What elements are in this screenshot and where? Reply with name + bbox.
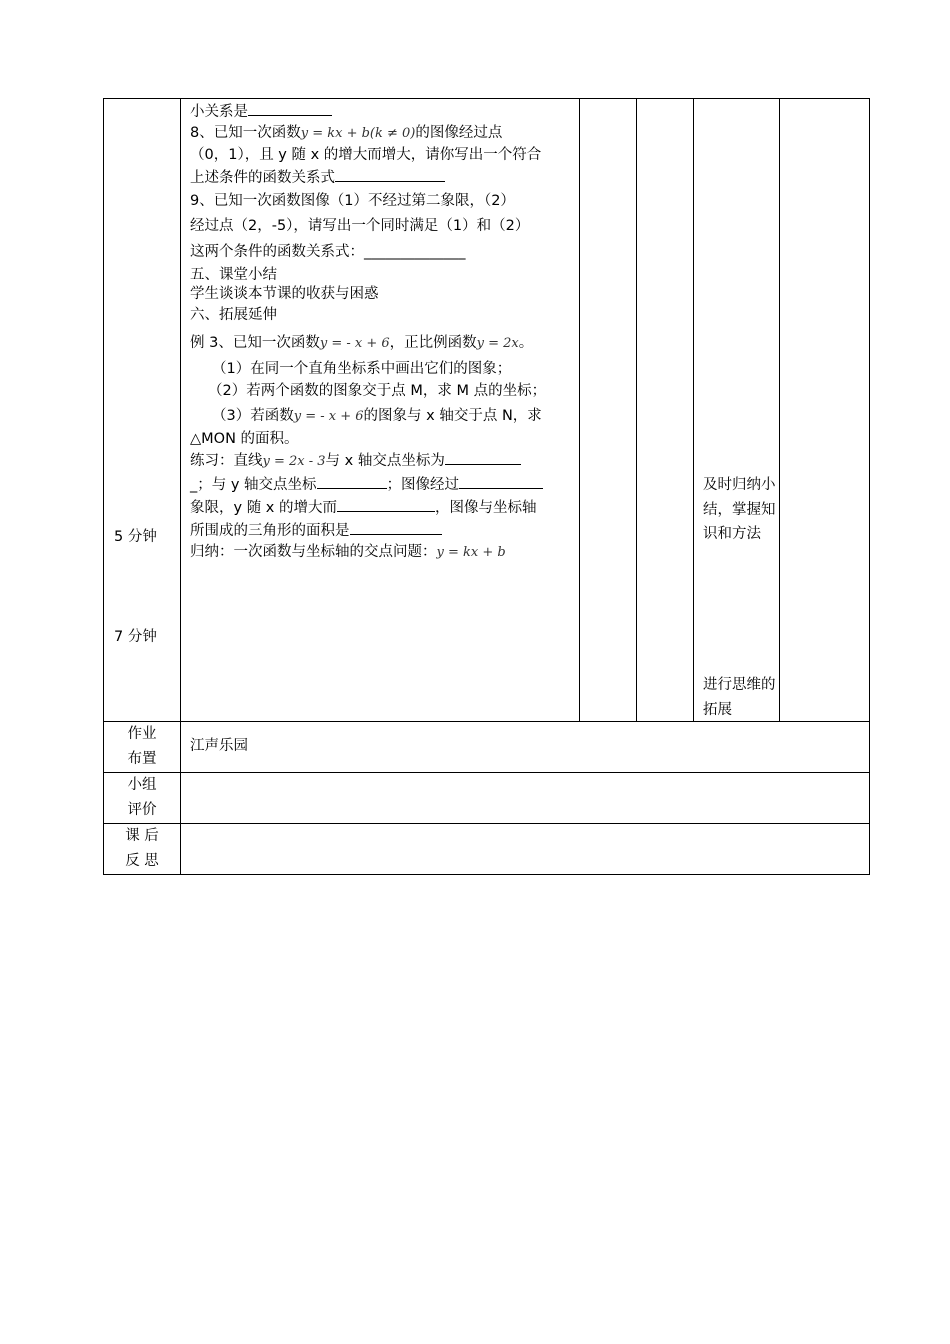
homework-label-line2: 布置: [127, 751, 157, 767]
text-line: 小关系是: [190, 104, 248, 120]
lesson-plan-table: [103, 98, 870, 875]
content-cell: [181, 99, 580, 722]
ex3-formula-1: y = - x + 6: [319, 336, 390, 351]
answer-blank: [337, 496, 435, 512]
summary-text: 学生谈谈本节课的收获与困惑: [190, 286, 379, 302]
reflection-label: [104, 824, 181, 875]
ex3-end: 。: [518, 335, 534, 351]
q9-line1: 9、已知一次函数图像（1）不经过第二象限，（2）: [190, 193, 515, 209]
q8-line3: 上述条件的函数关系式: [190, 170, 335, 186]
practice-suffix: 与 x 轴交点坐标为: [325, 453, 445, 469]
ex3-part3-line2: △MON 的面积。: [190, 431, 299, 447]
ex3-part3-suffix: 的图象与 x 轴交于点 N，求: [363, 408, 542, 424]
practice-line3a: 象限，y 随 x 的增大而: [190, 500, 337, 516]
ex3-part3-prefix: （3）若函数: [212, 408, 294, 424]
ex3-mid: ，正比例函数: [389, 335, 477, 351]
notes-column: [694, 99, 780, 722]
summary-formula: y = kx + b: [436, 545, 506, 560]
homework-value: 江声乐园: [181, 722, 870, 773]
homework-label: [104, 722, 181, 773]
practice-prefix: 练习：直线: [190, 453, 263, 469]
q8-prefix: 8、已知一次函数: [190, 125, 301, 141]
answer-blank: [248, 100, 332, 116]
ex3-prefix: 例 3、已知一次函数: [190, 335, 320, 351]
empty-cell: [580, 99, 637, 722]
practice-line3b: ，图像与坐标轴: [435, 500, 537, 516]
time-label-5min: 5 分钟: [114, 529, 157, 545]
homework-label-line1: 作业: [127, 726, 157, 742]
answer-blank: [317, 473, 387, 489]
reflection-label-line1: 课 后: [125, 828, 159, 844]
section-summary-heading: 五、课堂小结: [190, 267, 277, 283]
group-eval-label-line2: 评价: [127, 802, 157, 818]
practice-line2a: _；与 y 轴交点坐标: [190, 477, 317, 493]
group-eval-value: [181, 773, 870, 824]
q8-line2: （0，1），且 y 随 x 的增大而增大，请你写出一个符合: [190, 147, 542, 163]
ex3-part1: （1）在同一个直角坐标系中画出它们的图象；: [212, 361, 512, 377]
answer-blank: [335, 166, 445, 182]
summary-prefix: 归纳：一次函数与坐标轴的交点问题：: [190, 544, 437, 560]
answer-blank: [350, 519, 442, 535]
ex3-formula-2: y = 2x: [476, 336, 519, 351]
empty-cell: [780, 99, 870, 722]
note-extension: 进行思维的拓展: [703, 677, 776, 718]
time-label-7min: 7 分钟: [114, 629, 157, 645]
q8-formula: y = kx + b(k ≠ 0): [300, 126, 416, 141]
q8-suffix: 的图像经过点: [415, 125, 503, 141]
ex3-part3-formula: y = - x + 6: [293, 409, 364, 424]
practice-formula: y = 2x - 3: [262, 454, 326, 469]
group-eval-label-line1: 小组: [127, 777, 157, 793]
group-eval-label: [104, 773, 181, 824]
section-extension-heading: 六、拓展延伸: [190, 307, 277, 323]
reflection-label-line2: 反 思: [125, 853, 159, 869]
q9-line2: 经过点（2，-5），请写出一个同时满足（1）和（2）: [190, 218, 530, 234]
note-summary: 及时归纳小结，掌握知识和方法: [703, 477, 776, 542]
q9-line3: 这两个条件的函数关系式：______________: [190, 244, 466, 260]
empty-cell: [637, 99, 694, 722]
answer-blank: [459, 473, 543, 489]
reflection-value: [181, 824, 870, 875]
practice-line4: 所围成的三角形的面积是: [190, 523, 350, 539]
lesson-content: [181, 99, 579, 563]
answer-blank: [445, 449, 521, 465]
practice-line2b: ；图像经过: [386, 477, 460, 493]
time-column: [104, 99, 181, 722]
ex3-part2: （2）若两个函数的图象交于点 M，求 M 点的坐标；: [208, 383, 547, 399]
